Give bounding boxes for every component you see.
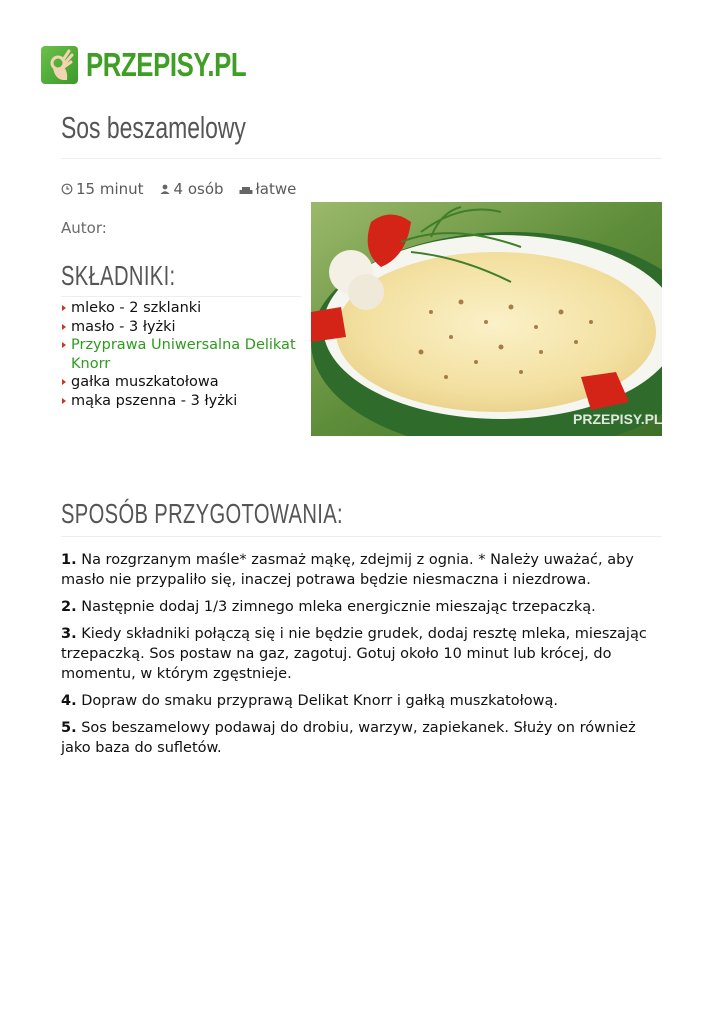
step-number: 1. [61, 552, 77, 568]
difficulty-icon [239, 183, 253, 195]
logo-text: PRZEPISY.PL [86, 46, 247, 83]
ingredient-item [61, 373, 301, 392]
recipe-title: Sos beszamelowy [61, 110, 246, 145]
author-label: Autor: [61, 219, 107, 237]
recipe-meta [61, 180, 311, 198]
step-item [61, 550, 662, 590]
ingredient-item [61, 392, 301, 411]
step-item [61, 597, 662, 617]
step-item [61, 691, 662, 711]
ingredient-text: mąka pszenna - 3 łyżki [71, 392, 238, 409]
step-item [61, 624, 662, 684]
ingredient-text: gałka muszkatołowa [71, 374, 219, 390]
servings-info [159, 180, 224, 198]
photo-watermark: PRZEPISY.PL [573, 411, 662, 427]
step-text: Sos beszamelowy podawaj do drobiu, warzyw, zapiekanek. Służy on również jako baza do sufletów. [61, 720, 636, 756]
difficulty-info [239, 180, 297, 198]
bullet-icon [62, 342, 66, 348]
ingredient-text: mleko - 2 szklanki [71, 300, 202, 316]
time-value: 15 minut [76, 180, 144, 198]
ingredient-item[interactable] [61, 336, 301, 373]
ingredients-divider [61, 296, 301, 297]
time-info [61, 180, 144, 198]
ingredient-text[interactable]: Przyprawa Uniwersalna Delikat Knorr [71, 337, 296, 372]
ingredient-text: masło - 3 łyżki [71, 318, 176, 335]
preparation-steps [61, 550, 662, 765]
step-number: 3. [61, 626, 77, 642]
title-divider [61, 158, 662, 159]
step-text: Na rozgrzanym maśle* zasmaż mąkę, zdejmij z ognia. * Należy uważać, aby masło nie przypaliło się, inaczej potrawa będzie niesmaczna i niezdrowa. [61, 552, 634, 588]
bullet-icon [62, 379, 66, 385]
step-text: Kiedy składniki połączą się i nie będzie grudek, dodaj resztę mleka, mieszając trzepaczką. Sos postaw na gaz, zagotuj. Gotuj około 10 minut lub krócej, do momentu, w którym zgęstnieje. [61, 626, 647, 682]
step-number: 2. [61, 599, 77, 615]
site-logo[interactable] [41, 45, 291, 85]
ingredients-heading: SKŁADNIKI: [61, 260, 176, 291]
servings-value: 4 osób [173, 180, 224, 198]
person-icon [159, 183, 171, 195]
ingredients-list [61, 299, 301, 410]
step-number: 4. [61, 693, 77, 709]
step-text: Następnie dodaj 1/3 zimnego mleka energicznie mieszając trzepaczką. [81, 599, 596, 615]
bullet-icon [62, 324, 66, 330]
bullet-icon [62, 305, 66, 311]
bullet-icon [62, 398, 66, 404]
hand-ok-icon [41, 46, 78, 84]
step-number: 5. [61, 720, 77, 736]
step-item [61, 718, 662, 758]
preparation-heading: SPOSÓB PRZYGOTOWANIA: [61, 498, 344, 529]
step-text: Dopraw do smaku przyprawą Delikat Knorr i gałką muszkatołową. [81, 693, 558, 709]
clock-icon [61, 183, 73, 195]
ingredient-item [61, 299, 301, 318]
recipe-photo [311, 202, 662, 436]
ingredient-item [61, 318, 301, 337]
preparation-divider [61, 536, 662, 537]
difficulty-value: łatwe [255, 180, 297, 198]
